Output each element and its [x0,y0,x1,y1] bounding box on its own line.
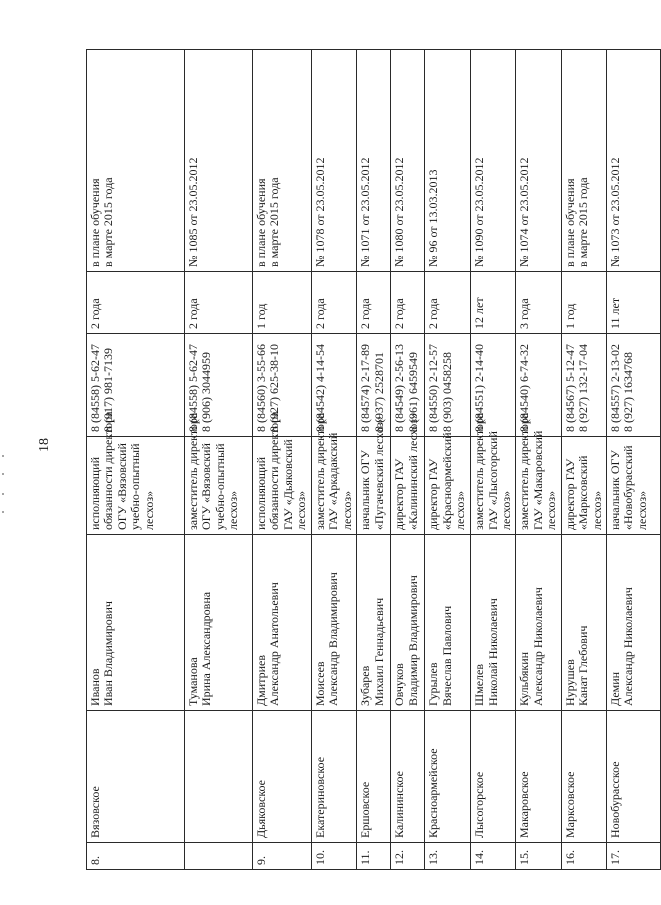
cell-position-line: лесхоз» [634,490,649,530]
cell-name [516,535,561,711]
cell-number: 10. [311,843,356,870]
cell-phone [516,334,561,437]
cell-term: 11 лет [607,272,661,334]
cell-number: 9. [253,843,312,870]
table-row [561,50,606,870]
cell-position-line: лесхоз» [452,490,467,530]
table-row [471,50,516,870]
cell-term: 2 года [185,272,253,334]
cell-phone-line: 8 (84549) 2-56-13 [392,344,407,432]
cell-name-line: Александр Анатольевич [267,582,282,706]
cell-note-line: № 1074 от 23.05.2012 [517,157,532,267]
cell-name-line: Владимир Владимирович [405,575,420,706]
cell-position-line: директор ГАУ [562,458,577,530]
forestry-staff-table [86,49,661,870]
cell-term: 3 года [516,272,561,334]
cell-term: 1 год [253,272,312,334]
cell-name-line: Александр Николаевич [530,587,545,706]
cell-note [561,50,606,272]
cell-name-line: Михаил Геннадьевич [371,597,386,706]
cell-position-line: «Новобурасский [621,445,636,530]
cell-name-line: Александр Николаевич [621,587,636,706]
table-row [311,50,356,870]
cell-name-line: Николай Николаевич [485,598,500,706]
cell-term: 2 года [425,272,471,334]
cell-position-line: учебно-опытный [128,443,143,530]
cell-position-line: заместитель директора [517,412,532,530]
cell-position-line: ГАУ «Аркадакский [326,432,341,530]
cell-note-line: № 96 от 13.03.2013 [426,169,441,267]
cell-note-line: № 1085 от 23.05.2012 [186,157,200,267]
cell-term: 1 год [561,272,606,334]
cell-note-line: в марте 2015 года [101,177,116,267]
table-row [425,50,471,870]
cell-position-line: директор ГАУ [426,458,441,530]
cell-note [253,50,312,272]
cell-number: 12. [391,843,425,870]
cell-district [185,711,253,843]
cell-position-line: ОГУ «Вязовский [114,443,129,530]
cell-district: Ершовское [357,711,391,843]
cell-phone-line: 8 (84567) 5-12-47 [562,344,577,432]
cell-position-line: ГАУ «Лысогорский [485,431,500,530]
cell-name [471,535,516,711]
cell-phone [357,334,391,437]
cell-position [561,437,606,535]
cell-note-line: в плане обучения [88,178,102,267]
cell-position-line: лесхоз» [141,490,156,530]
cell-name [185,535,253,711]
cell-district: Красноармейское [425,711,471,843]
cell-position-line: директор ГАУ [392,458,407,530]
cell-name [253,535,312,711]
cell-phone [425,334,471,437]
cell-phone-line: 8 (927) 625-38-10 [267,344,282,432]
cell-position-line: «Красноармейский [439,432,454,530]
cell-position-line: лесхоз» [294,490,309,530]
cell-term: 2 года [357,272,391,334]
cell-position [471,412,516,535]
cell-note [607,50,661,272]
cell-name-line: Кульбякин [517,651,532,706]
cell-number: 8. [87,843,185,870]
cell-phone-line: 8 (903) 0458258 [439,352,454,432]
cell-district: Вязовское [87,711,185,843]
cell-phone-line: 8 (961) 6459549 [405,352,420,432]
cell-phone-line: 8 (84558) 5-62-47 [186,344,200,432]
cell-phone [311,334,356,437]
cell-name-line: Демин [608,671,622,706]
cell-name [87,535,185,711]
page-number: 18 [37,438,52,452]
cell-name-line: Моисеев [312,661,327,706]
cell-position-line: заместитель директора [472,412,487,530]
cell-name-line: Канат Глебович [576,625,591,706]
cell-position [87,411,185,535]
cell-district: Екатериновское [311,711,356,843]
cell-number: 11. [357,843,391,870]
cell-note [185,50,253,272]
cell-phone-line: 8 (917) 981-7139 [101,348,116,432]
cell-note-line: № 1080 от 23.05.2012 [392,157,407,267]
cell-name-line: Шмелев [472,663,487,706]
cell-name-line: Александр Владимирович [326,572,341,706]
cell-phone [185,334,253,437]
cell-term: 2 года [391,272,425,334]
cell-name [607,535,661,711]
cell-position-line: лесхоз» [226,490,241,530]
cell-phone [471,334,516,437]
cell-name-line: Иванов [88,668,102,706]
cell-phone-line: 8 (84550) 2-12-57 [426,344,441,432]
cell-name-line: Овчуков [392,663,407,706]
cell-position-line: начальник ОГУ [358,450,373,530]
table-row [391,50,425,870]
cell-position-line: ГАУ «Дьяковский [280,439,295,530]
cell-phone-line: 8 (84558) 5-62-47 [88,344,102,432]
cell-phone-line: 8 (84557) 2-13-02 [608,344,622,432]
cell-note [471,50,516,272]
cell-phone-line: 8 (927) 132-17-04 [576,344,591,432]
cell-note-line: № 1078 от 23.05.2012 [312,157,327,267]
cell-position [253,411,312,535]
cell-phone-line: 8 (84551) 2-14-40 [472,344,487,432]
cell-name-line: Зубарев [358,665,373,706]
cell-position-line: обязанности директора [101,411,116,530]
table-body [87,50,661,870]
cell-name-line: Ирина Александровна [199,591,214,706]
cell-note [391,50,425,272]
cell-position-line: исполняющий [254,457,268,530]
cell-term: 2 года [87,272,185,334]
cell-name-line: Иван Владимирович [101,601,116,706]
cell-note [311,50,356,272]
cell-phone [87,334,185,437]
cell-position-line: учебно-опытный [212,443,227,530]
cell-position-line: ОГУ «Вязовский [199,443,214,530]
cell-note [425,50,471,272]
cell-phone [607,334,661,437]
cell-name [561,535,606,711]
cell-note [87,50,185,272]
table-row [357,50,391,870]
cell-phone-line: 8 (84560) 3-55-66 [254,344,268,432]
table-row [607,50,661,870]
cell-position-line: обязанности директора [267,411,282,530]
cell-phone [253,334,312,437]
cell-district: Макаровское [516,711,561,843]
cell-name-line: Гурылев [426,662,441,706]
cell-position [607,437,661,535]
rotated-table-container [86,50,649,870]
table-row [516,50,561,870]
cell-district: Новобурасское [607,711,661,843]
cell-position [311,412,356,535]
cell-position-line: лесхоз» [544,490,559,530]
cell-position-line: лесхоз» [498,490,513,530]
cell-position [425,432,471,535]
cell-name [391,535,425,711]
cell-position [391,412,425,535]
cell-name [425,535,471,711]
cell-district: Дьяковское [253,711,312,843]
cell-name-line: Нурушев [562,659,577,706]
cell-position-line: начальник ОГУ [608,450,622,530]
cell-note-line: № 1073 от 23.05.2012 [608,157,622,267]
cell-name-line: Дмитриев [254,654,268,706]
cell-note-line: в марте 2015 года [576,177,591,267]
cell-note [357,50,391,272]
table-row [185,50,253,870]
table-row [87,50,185,870]
cell-position [185,412,253,535]
cell-note-line: в марте 2015 года [267,177,282,267]
cell-position-line: заместитель директора [186,412,200,530]
cell-phone-line: 8 (906) 3044959 [199,352,214,432]
scan-margin-marks [2,455,6,515]
cell-position-line: исполняющий [88,457,102,530]
cell-name-line: Вячеслав Павлович [439,605,454,706]
table-row [253,50,312,870]
cell-note [516,50,561,272]
cell-name-line: Туманова [186,657,200,706]
cell-position [357,416,391,535]
cell-position-line: «Марксовский [576,455,591,530]
cell-phone-line: 8 (84540) 6-74-32 [517,344,532,432]
cell-number: 16. [561,843,606,870]
cell-number: 17. [607,843,661,870]
cell-position-line: лесхоз» [589,490,604,530]
cell-name [311,535,356,711]
cell-position-line: заместитель директора [312,412,327,530]
cell-district: Лысогорское [471,711,516,843]
cell-position [516,412,561,535]
cell-phone [561,334,606,437]
cell-note-line: № 1090 от 23.05.2012 [472,157,487,267]
cell-note-line: в плане обучения [562,178,577,267]
cell-term: 2 года [311,272,356,334]
cell-district: Марксовское [561,711,606,843]
cell-number: 13. [425,843,471,870]
cell-position-line: лесхоз» [339,490,354,530]
cell-term: 12 лет [471,272,516,334]
cell-position-line: ГАУ «Макаровский [530,430,545,530]
cell-position-line: «Калининский лесхоз» [405,412,420,530]
cell-name [357,535,391,711]
cell-note-line: № 1071 от 23.05.2012 [358,157,373,267]
cell-phone-line: 8 (927) 1634768 [621,352,636,432]
cell-position-line: «Пугачевский лесхоз» [371,416,386,530]
cell-phone [391,334,425,437]
cell-number [185,843,253,870]
cell-district: Калининское [391,711,425,843]
cell-phone-line: 8 (84542) 4-14-54 [312,344,327,432]
cell-phone-line: 8 (937) 2528701 [371,352,386,432]
cell-number: 15. [516,843,561,870]
cell-number: 14. [471,843,516,870]
cell-phone-line: 8 (84574) 2-17-89 [358,344,373,432]
cell-note-line: в плане обучения [254,178,268,267]
